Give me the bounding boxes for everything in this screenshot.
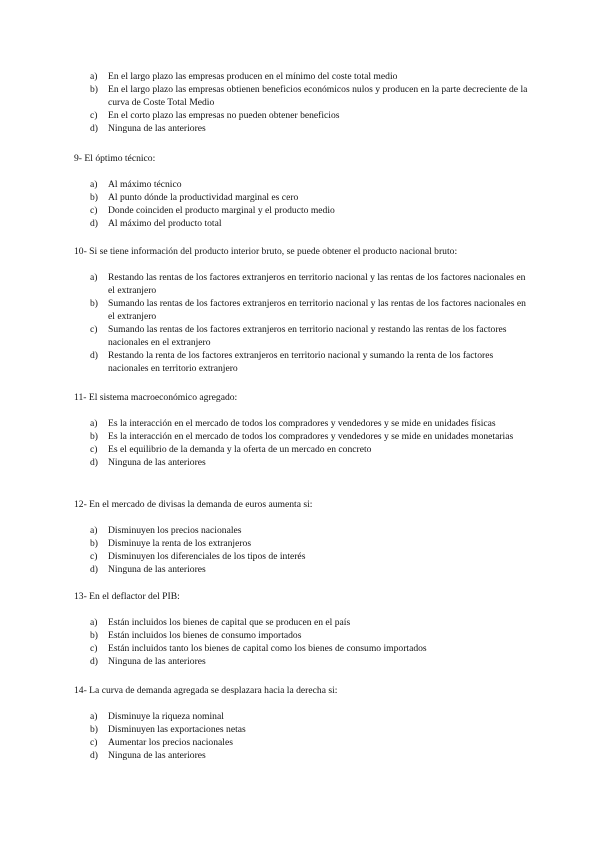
option-text: Disminuye la renta de los extranjeros — [108, 538, 252, 549]
question-title: 13- En el deflactor del PIB: — [74, 591, 180, 602]
option-d — [74, 563, 534, 576]
option-a — [74, 271, 534, 297]
option-letter: b) — [90, 724, 98, 735]
option-letter: d) — [90, 656, 98, 667]
option-text: Están incluidos los bienes de consumo importados — [108, 630, 302, 641]
question-10 — [74, 245, 534, 375]
option-letter: a) — [90, 418, 98, 429]
option-a — [90, 70, 530, 83]
option-b — [74, 723, 534, 736]
option-text: Disminuyen los diferenciales de los tipos de interés — [108, 551, 306, 562]
option-c — [74, 642, 534, 655]
option-letter: d) — [90, 123, 98, 134]
option-text: En el largo plazo las empresas producen en el mínimo del coste total medio — [108, 71, 398, 82]
option-b — [74, 629, 534, 642]
option-letter: c) — [90, 551, 98, 562]
question-title: 9- El óptimo técnico: — [74, 153, 156, 164]
option-letter: d) — [90, 564, 98, 575]
option-letter: a) — [90, 617, 98, 628]
option-d — [74, 456, 534, 469]
option-letter: b) — [90, 84, 98, 95]
option-text: Sumando las rentas de los factores extranjeros en territorio nacional y restando las rentas de los factores nacionales en el extranjero — [108, 324, 507, 348]
option-a — [74, 178, 534, 191]
option-b — [74, 537, 534, 550]
option-text: Están incluidos los bienes de capital que se producen en el país — [108, 617, 351, 628]
option-b — [74, 191, 534, 204]
option-text: Es la interacción en el mercado de todos los compradores y vendedores y se mide en unidades físicas — [108, 418, 496, 429]
option-letter: b) — [90, 538, 98, 549]
option-letter: b) — [90, 192, 98, 203]
option-letter: c) — [90, 444, 98, 455]
option-text: Ninguna de las anteriores — [108, 656, 206, 667]
option-letter: d) — [90, 750, 98, 761]
option-text: Disminuyen las exportaciones netas — [108, 724, 246, 735]
option-c — [74, 736, 534, 749]
option-b — [74, 430, 534, 443]
option-d — [74, 217, 534, 230]
question-title: 10- Si se tiene información del producto interior bruto, se puede obtener el producto nacional bruto: — [74, 246, 458, 257]
option-c — [74, 443, 534, 456]
option-text: Ninguna de las anteriores — [108, 123, 206, 134]
question-12 — [74, 498, 534, 576]
option-text: Ninguna de las anteriores — [108, 750, 206, 761]
option-letter: d) — [90, 457, 98, 468]
option-text: En el corto plazo las empresas no pueden obtener beneficios — [108, 110, 340, 121]
option-d — [74, 655, 534, 668]
option-letter: a) — [90, 71, 98, 82]
option-letter: a) — [90, 525, 98, 536]
option-text: Es la interacción en el mercado de todos los compradores y vendedores y se mide en unidades monetarias — [108, 431, 514, 442]
option-a — [74, 417, 534, 430]
option-letter: b) — [90, 630, 98, 641]
option-letter: a) — [90, 179, 98, 190]
option-d — [74, 349, 534, 375]
option-text: Restando la renta de los factores extranjeros en territorio nacional y sumando la renta de los factores nacionales en territorio extranjero — [108, 350, 494, 374]
option-text: Donde coinciden el producto marginal y el producto medio — [108, 205, 335, 216]
option-c — [74, 204, 534, 217]
option-text: Ninguna de las anteriores — [108, 457, 206, 468]
option-letter: b) — [90, 298, 98, 309]
option-text: Disminuye la riqueza nominal — [108, 711, 224, 722]
option-letter: c) — [90, 324, 98, 335]
option-letter: c) — [90, 737, 98, 748]
option-text: Es el equilibrio de la demanda y la oferta de un mercado en concreto — [108, 444, 372, 455]
option-letter: d) — [90, 350, 98, 361]
question-title: 14- La curva de demanda agregada se desplazara hacia la derecha si: — [74, 685, 338, 696]
option-text: Aumentar los precios nacionales — [108, 737, 233, 748]
option-text: En el largo plazo las empresas obtienen beneficios económicos nulos y producen en la parte decreciente de la curva de Coste Total Medio — [108, 84, 528, 108]
intro-options-list — [90, 70, 530, 135]
option-a — [74, 616, 534, 629]
option-text: Disminuyen los precios nacionales — [108, 525, 242, 536]
option-b — [74, 297, 534, 323]
question-9 — [74, 152, 534, 230]
question-title: 12- En el mercado de divisas la demanda de euros aumenta si: — [74, 499, 313, 510]
option-letter: a) — [90, 272, 98, 283]
option-text: Ninguna de las anteriores — [108, 564, 206, 575]
question-13 — [74, 590, 534, 668]
option-letter: b) — [90, 431, 98, 442]
option-text: Al punto dónde la productividad marginal es cero — [108, 192, 299, 203]
option-letter: a) — [90, 711, 98, 722]
option-letter: c) — [90, 205, 98, 216]
option-text: Sumando las rentas de los factores extranjeros en territorio nacional y las rentas de los factores nacionales en el extranjero — [108, 298, 526, 322]
option-letter: c) — [90, 643, 98, 654]
option-c — [74, 323, 534, 349]
question-11 — [74, 391, 534, 469]
option-letter: c) — [90, 110, 98, 121]
option-text: Al máximo del producto total — [108, 218, 222, 229]
option-d — [74, 749, 534, 762]
option-text: Restando las rentas de los factores extranjeros en territorio nacional y las rentas de los factores nacionales en el extranjero — [108, 272, 526, 296]
option-b — [90, 83, 530, 109]
option-text: Al máximo técnico — [108, 179, 182, 190]
option-c — [90, 109, 530, 122]
question-title: 11- El sistema macroeconómico agregado: — [74, 392, 238, 403]
option-letter: d) — [90, 218, 98, 229]
option-a — [74, 710, 534, 723]
question-14 — [74, 684, 534, 762]
option-a — [74, 524, 534, 537]
option-d — [90, 122, 530, 135]
option-c — [74, 550, 534, 563]
option-text: Están incluidos tanto los bienes de capital como los bienes de consumo importados — [108, 643, 427, 654]
